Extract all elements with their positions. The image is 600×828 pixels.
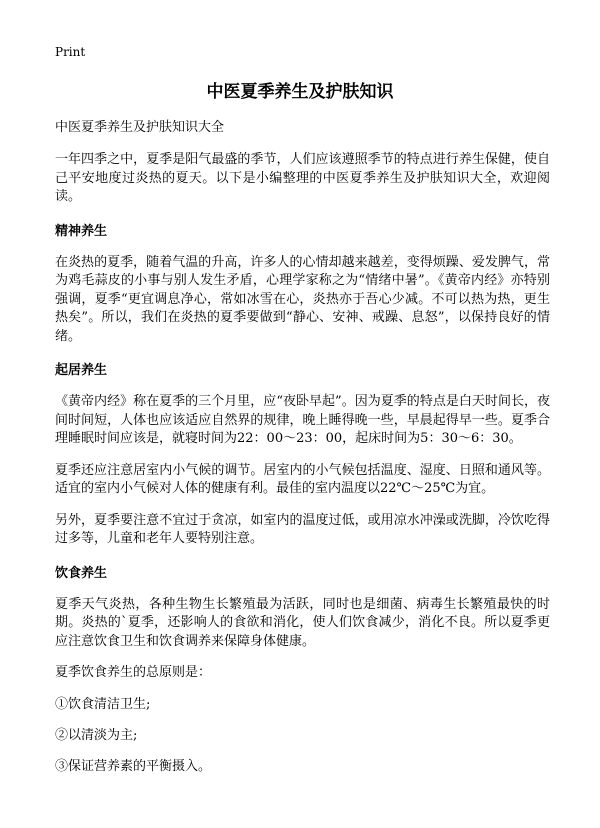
section-paragraph: 夏季还应注意居室内小气候的调节。居室内的小气候包括温度、湿度、日照和通风等。适宜的室内小气候对人体的健康有利。最佳的室内温度以22℃～25℃为宜。 <box>55 462 550 496</box>
principle-item: ③保证营养素的平衡摄入。 <box>55 758 212 774</box>
principle-item: ②以清淡为主; <box>55 727 138 743</box>
document-subtitle: 中医夏季养生及护肤知识大全 <box>55 120 225 135</box>
principle-item: ①饮食清洁卫生; <box>55 696 151 712</box>
section-paragraph: 夏季饮食养生的总原则是： <box>55 665 212 680</box>
section-heading-diet: 饮食养生 <box>55 565 108 581</box>
section-paragraph: 夏季天气炎热，各种生物生长繁殖最为活跃，同时也是细菌、病毒生长繁殖最快的时期。炎热的`夏季，还影响人的食欲和消化，使人们饮食减少，消化不良。所以夏季更应注意饮食卫生和饮食调养来保障身体健康。 <box>55 596 550 649</box>
section-heading-daily-living: 起居养生 <box>55 363 108 378</box>
section-paragraph: 《黄帝内经》称在夏季的三个月里，应“夜卧早起”。因为夏季的特点是白天时间长，夜间时间短，人体也应该适应自然界的规律，晚上睡得晚一些，早晨起得早一些。夏季合理睡眠时间应该是，就寝时间为22：00～23：00，起床时间为5：30～6：30。 <box>55 394 550 446</box>
section-heading-mental: 精神养生 <box>55 223 108 239</box>
document-title: 中医夏季养生及护肤知识 <box>206 82 394 102</box>
document-body <box>55 119 550 789</box>
print-link[interactable]: Print <box>55 45 86 59</box>
section-paragraph: 另外，夏季要注意不宜过于贪凉，如室内的温度过低，或用凉水冲澡或洗脚，冷饮吃得过多等，儿童和老年人要特别注意。 <box>55 512 550 546</box>
intro-paragraph: 一年四季之中，夏季是阳气最盛的季节，人们应该遵照季节的特点进行养生保健，使自己平安地度过炎热的夏天。以下是小编整理的中医夏季养生及护肤知识大全，欢迎阅读。 <box>55 152 550 204</box>
section-paragraph: 在炎热的夏季，随着气温的升高，许多人的心情却越来越差，变得烦躁、爱发脾气，常为鸡毛蒜皮的小事与别人发生矛盾，心理学家称之为“情绪中暑”。《黄帝内经》亦特别强调，夏季“更宜调息净心，常如冰雪在心，炎热亦于吾心少减。不可以热为热，更生热矣”。所以，我们在炎热的夏季要做到“静心、安神、戒躁、息怒”，以保持良好的情绪。 <box>55 254 550 344</box>
